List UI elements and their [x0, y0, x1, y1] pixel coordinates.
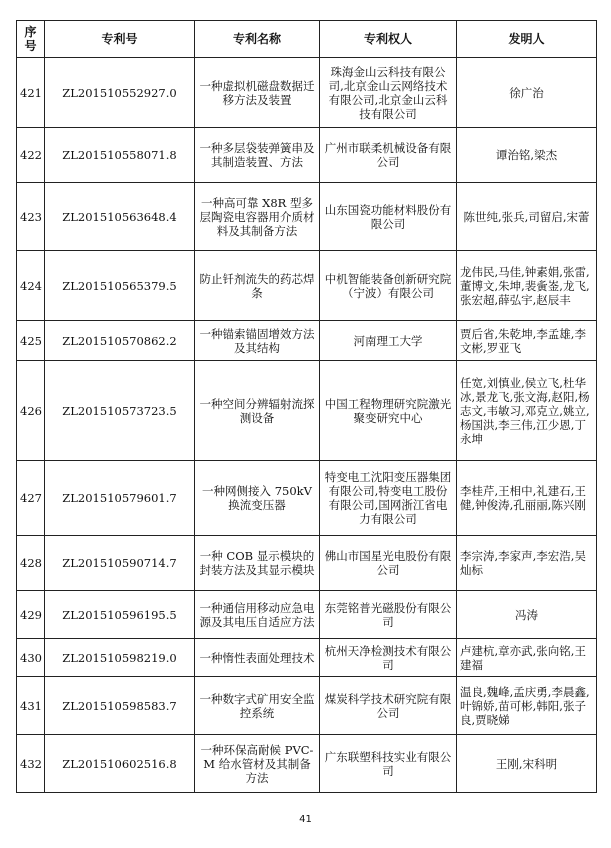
table-header-row	[17, 21, 597, 58]
cell-patent-no: ZL201510598219.0	[45, 639, 195, 677]
cell-patent-name: 一种数字式矿用安全监控系统	[195, 677, 320, 735]
page-number: 41	[299, 814, 312, 825]
cell-patentee: 珠海金山云科技有限公司,北京金山云网络技术有限公司,北京金山云科技有限公司	[320, 58, 457, 128]
cell-patent-no: ZL201510598583.7	[45, 677, 195, 735]
cell-patent-no: ZL201510596195.5	[45, 591, 195, 639]
cell-patentee: 中国工程物理研究院激光聚变研究中心	[320, 361, 457, 461]
cell-patent-no: ZL201510563648.4	[45, 183, 195, 251]
cell-patent-name: 防止钎剂流失的药芯焊条	[195, 251, 320, 321]
table-row	[17, 321, 597, 361]
cell-seq: 422	[17, 128, 45, 183]
cell-patentee: 东莞铭普光磁股份有限公司	[320, 591, 457, 639]
header-inventor: 发明人	[457, 21, 597, 58]
cell-inventor: 王刚,宋科明	[457, 735, 597, 793]
table-row	[17, 251, 597, 321]
header-seq	[17, 21, 45, 58]
cell-patent-no: ZL201510573723.5	[45, 361, 195, 461]
cell-patent-no: ZL201510558071.8	[45, 128, 195, 183]
cell-patent-no: ZL201510579601.7	[45, 461, 195, 536]
cell-patent-no: ZL201510590714.7	[45, 536, 195, 591]
table-row	[17, 183, 597, 251]
cell-patent-name: 一种 COB 显示模块的封装方法及其显示模块	[195, 536, 320, 591]
header-patent-no: 专利号	[45, 21, 195, 58]
cell-inventor: 谭治铭,梁杰	[457, 128, 597, 183]
cell-seq: 431	[17, 677, 45, 735]
cell-inventor: 陈世纯,张兵,司留启,宋蕾	[457, 183, 597, 251]
table-row	[17, 639, 597, 677]
cell-patent-name: 一种高可靠 X8R 型多层陶瓷电容器用介质材料及其制备方法	[195, 183, 320, 251]
patent-table	[16, 20, 597, 793]
cell-patentee: 广州市联柔机械设备有限公司	[320, 128, 457, 183]
cell-seq: 423	[17, 183, 45, 251]
cell-patentee: 河南理工大学	[320, 321, 457, 361]
cell-patentee: 佛山市国星光电股份有限公司	[320, 536, 457, 591]
cell-seq: 426	[17, 361, 45, 461]
cell-inventor: 徐广治	[457, 58, 597, 128]
cell-patent-name: 一种通信用移动应急电源及其电压自适应方法	[195, 591, 320, 639]
cell-patentee: 杭州天净检测技术有限公司	[320, 639, 457, 677]
cell-inventor: 任宽,刘慎业,侯立飞,杜华冰,景龙飞,张文海,赵阳,杨志文,韦敏习,邓克立,姚立,杨国洪,李三伟,江少恩,丁永坤	[457, 361, 597, 461]
cell-patent-no: ZL201510565379.5	[45, 251, 195, 321]
table-row	[17, 677, 597, 735]
header-patentee: 专利权人	[320, 21, 457, 58]
cell-inventor: 卢建杭,章亦武,张向铭,王建福	[457, 639, 597, 677]
cell-inventor: 温良,魏峰,孟庆勇,李晨鑫,叶锦娇,苗可彬,韩阳,张子良,贾晓娣	[457, 677, 597, 735]
cell-patent-name: 一种虚拟机磁盘数据迁移方法及装置	[195, 58, 320, 128]
cell-seq: 430	[17, 639, 45, 677]
cell-patentee: 煤炭科学技术研究院有限公司	[320, 677, 457, 735]
cell-patent-name: 一种多层袋装弹簧串及其制造装置、方法	[195, 128, 320, 183]
header-patent-name: 专利名称	[195, 21, 320, 58]
cell-patent-no: ZL201510602516.8	[45, 735, 195, 793]
cell-patent-name: 一种锚索锚固增效方法及其结构	[195, 321, 320, 361]
table-row	[17, 461, 597, 536]
cell-patent-name: 一种网侧接入 750kV 换流变压器	[195, 461, 320, 536]
cell-inventor: 李宗涛,李家声,李宏浩,吴灿标	[457, 536, 597, 591]
cell-patentee: 特变电工沈阳变压器集团有限公司,特变电工股份有限公司,国网浙江省电力有限公司	[320, 461, 457, 536]
table-row	[17, 735, 597, 793]
header-seq-line1: 序	[24, 25, 37, 39]
cell-patentee: 中机智能装备创新研究院（宁波）有限公司	[320, 251, 457, 321]
cell-seq: 432	[17, 735, 45, 793]
cell-seq: 428	[17, 536, 45, 591]
cell-inventor: 龙伟民,马佳,钟素娟,张雷,董博文,朱坤,裴夤崟,龙飞,张宏超,薛弘宇,赵辰丰	[457, 251, 597, 321]
cell-inventor: 冯涛	[457, 591, 597, 639]
cell-patent-name: 一种惰性表面处理技术	[195, 639, 320, 677]
cell-patent-name: 一种空间分辨辐射流探测设备	[195, 361, 320, 461]
cell-inventor: 贾后省,朱乾坤,李孟雄,李文彬,罗亚飞	[457, 321, 597, 361]
cell-seq: 427	[17, 461, 45, 536]
cell-inventor: 李桂芹,王相中,礼建石,王健,钟俊涛,孔丽丽,陈兴刚	[457, 461, 597, 536]
cell-seq: 421	[17, 58, 45, 128]
cell-patentee: 山东国瓷功能材料股份有限公司	[320, 183, 457, 251]
table-row	[17, 58, 597, 128]
cell-patent-name: 一种环保高耐候 PVC-M 给水管材及其制备方法	[195, 735, 320, 793]
cell-seq: 429	[17, 591, 45, 639]
cell-seq: 425	[17, 321, 45, 361]
table-row	[17, 361, 597, 461]
cell-patent-no: ZL201510570862.2	[45, 321, 195, 361]
cell-patent-no: ZL201510552927.0	[45, 58, 195, 128]
table-row	[17, 536, 597, 591]
cell-patentee: 广东联塑科技实业有限公司	[320, 735, 457, 793]
cell-seq: 424	[17, 251, 45, 321]
header-seq-line2: 号	[24, 39, 37, 53]
table-row	[17, 128, 597, 183]
table-row	[17, 591, 597, 639]
